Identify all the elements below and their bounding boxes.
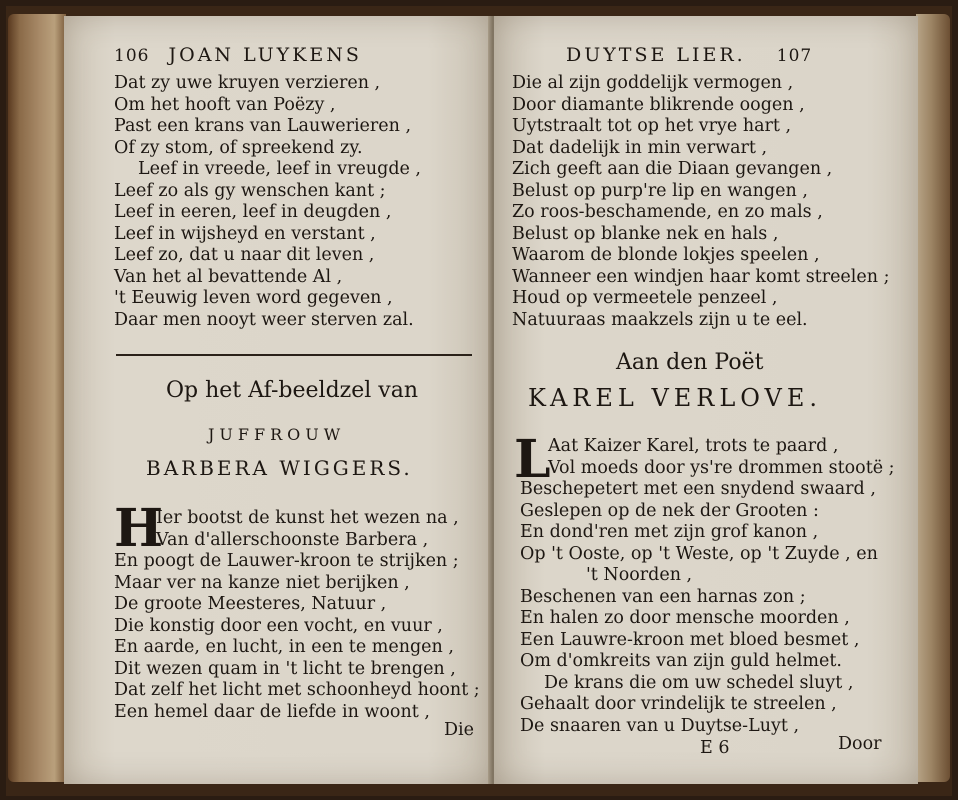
left-header	[114, 44, 362, 66]
verse-line: De snaaren van u Duytse-Luyt ,	[520, 715, 800, 736]
left-poem-end	[114, 73, 421, 331]
verse-line: Dat dadelijk in min verwart ,	[512, 137, 768, 158]
verse-line: En aarde, en lucht, in een te mengen ,	[114, 637, 454, 657]
verse-line: Houd op vermeetele penzeel ,	[512, 288, 778, 308]
right-poem-end	[512, 73, 889, 331]
verse-line: Door diamante blikrende oogen ,	[512, 94, 805, 115]
right-page-edges	[916, 14, 950, 782]
left-poem2-first	[156, 508, 459, 530]
verse-line: Wanneer een windjen haar komt streelen ;	[512, 266, 890, 287]
verse-line: Natuuraas maakzels zijn u te eel.	[512, 309, 808, 330]
verse-line: En halen zo door mensche moorden ,	[520, 608, 850, 628]
verse-line: Om het hooft van Poëzy ,	[114, 94, 336, 115]
left-title-line3: BARBERA WIGGERS.	[146, 456, 413, 480]
verse-line: Een hemel daar de liefde in woont ,	[114, 701, 430, 722]
verse-line: Zo roos-beschamende, en zo mals ,	[512, 202, 823, 222]
right-poem2	[520, 479, 878, 737]
right-title-line1: Aan den Poët	[616, 350, 764, 375]
verse-line: 't Eeuwig leven word gegeven ,	[114, 288, 393, 308]
verse-line: Van d'allerschoonste Barbera ,	[156, 529, 429, 550]
right-catchword: Door	[838, 734, 882, 754]
left-catchword: Die	[444, 720, 474, 740]
verse-line: Die konstig door een vocht, en vuur ,	[114, 615, 443, 636]
left-title-line1: Op het Af-beeldzel van	[166, 378, 419, 403]
verse-line: Leef zo als gy wenschen kant ;	[114, 180, 386, 201]
verse-line: Dat zelf het licht met schoonheyd hoont ;	[114, 680, 480, 700]
left-page-edges	[8, 14, 66, 782]
verse-line: Leef zo, dat u naar dit leven ,	[114, 245, 375, 265]
right-poem2-opening	[548, 436, 895, 479]
right-title-line2: KAREL VERLOVE.	[528, 384, 823, 412]
verse-line: De groote Meesteres, Natuur ,	[114, 594, 387, 614]
verse-line: Beschenen van een harnas zon ;	[520, 586, 806, 607]
verse-line: Aat Kaizer Karel, trots te paard ,	[548, 436, 839, 456]
verse-line: En poogt de Lauwer-kroon te strijken ;	[114, 551, 459, 571]
verse-line: Maar ver na kanze niet berijken ,	[114, 572, 410, 593]
verse-line: Of zy stom, of spreekend zy.	[114, 137, 363, 158]
verse-line: Dat zy uwe kruyen verzieren ,	[114, 73, 381, 93]
verse-line: Uytstraalt tot op het vrye hart ,	[512, 116, 792, 136]
verse-line: Geslepen op de nek der Grooten :	[520, 500, 819, 521]
left-poem2	[114, 530, 480, 724]
verse-line: Die al zijn goddelijk vermogen ,	[512, 73, 794, 93]
verse-line: Om d'omkreits van zijn guld helmet.	[520, 651, 842, 671]
verse-line: Van het al bevattende Al ,	[114, 266, 343, 287]
left-page-number: 106	[114, 46, 150, 66]
left-drop-cap: H	[114, 498, 164, 559]
verse-line: Beschepetert met een snydend swaard ,	[520, 479, 876, 499]
left-title-line2: JUFFROUW	[208, 425, 346, 444]
verse-line: Op 't Ooste, op 't Weste, op 't Zuyde , en	[520, 543, 878, 564]
verse-line: Belust op blanke nek en hals ,	[512, 223, 779, 244]
verse-line: Belust op purp're lip en wangen ,	[512, 180, 808, 201]
right-page-number: 107	[776, 46, 813, 66]
section-rule	[116, 354, 472, 356]
verse-line: Ier bootst de kunst het wezen na ,	[156, 508, 459, 528]
left-running-head: JOAN LUYKENS	[168, 44, 362, 66]
verse-line-turnover: 't Noorden ,	[586, 565, 693, 585]
right-header	[566, 44, 812, 66]
verse-line: Een Lauwre-kroon met bloed besmet ,	[520, 629, 860, 650]
signature-mark: E 6	[700, 738, 730, 758]
verse-line: Leef in vreede, leef in vreugde ,	[138, 159, 421, 179]
verse-line: Waarom de blonde lokjes speelen ,	[512, 245, 820, 265]
verse-line: Zich geeft aan die Diaan gevangen ,	[512, 159, 833, 179]
right-running-head: DUYTSE LIER.	[566, 44, 746, 66]
verse-line: En dond'ren met zijn grof kanon ,	[520, 522, 819, 542]
verse-line: Gehaalt door vrindelijk te streelen ,	[520, 694, 837, 714]
verse-line: De krans die om uw schedel sluyt ,	[544, 672, 854, 693]
verse-line: Past een krans van Lauwerieren ,	[114, 116, 412, 136]
verse-line: Vol moeds door ys're drommen stootë ;	[548, 457, 895, 478]
verse-line: Daar men nooyt weer sterven zal.	[114, 309, 414, 330]
verse-line: Leef in wijsheyd en verstant ,	[114, 223, 376, 244]
verse-line: Leef in eeren, leef in deugden ,	[114, 202, 392, 222]
right-drop-cap: L	[514, 429, 551, 490]
verse-line: Dit wezen quam in 't licht te brengen ,	[114, 658, 456, 679]
